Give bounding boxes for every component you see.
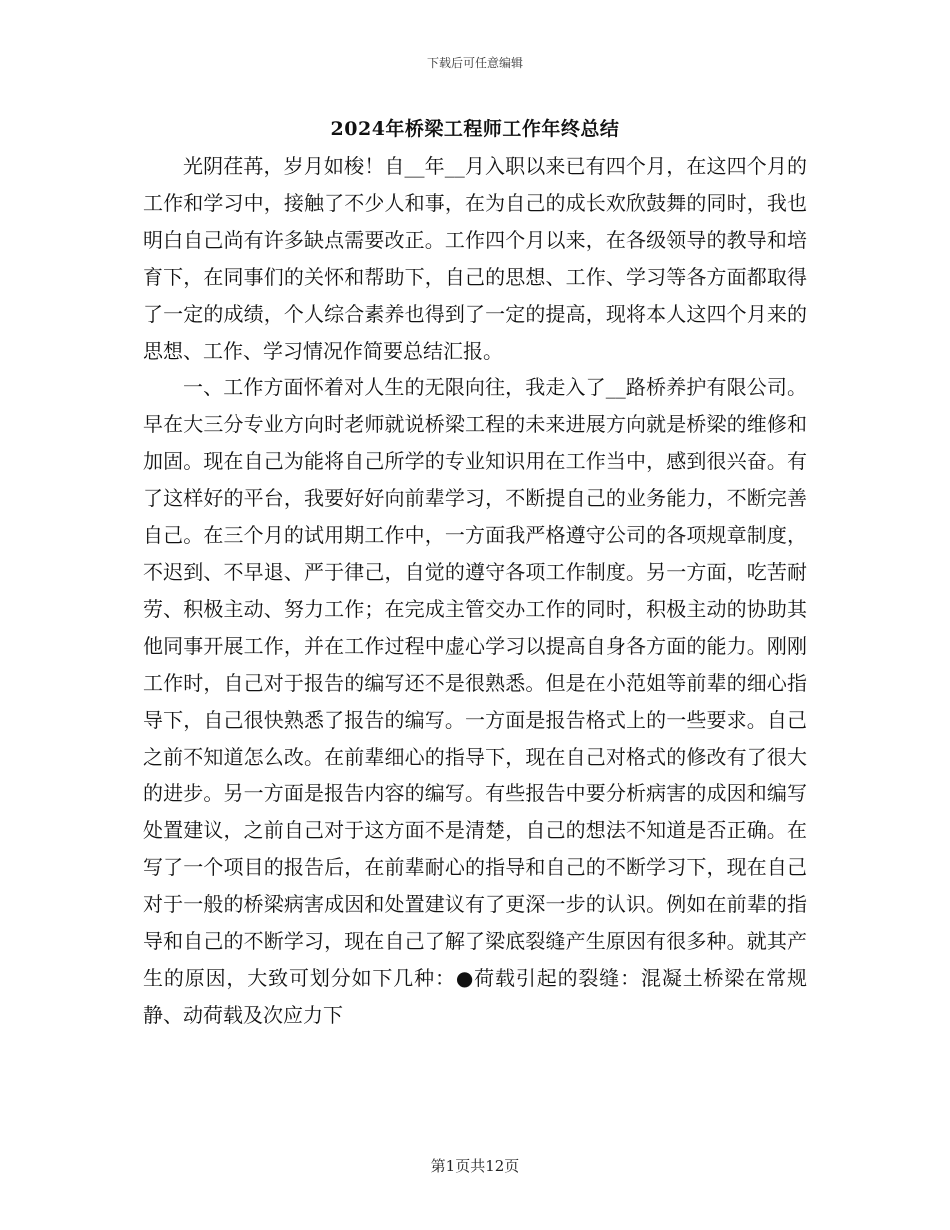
document-body xyxy=(143,148,807,1034)
paragraph-intro: 光阴荏苒，岁月如梭！自__年__月入职以来已有四个月，在这四个月的工作和学习中，接触了不少人和事，在为自己的成长欢欣鼓舞的同时，我也明白自己尚有许多缺点需要改正。工作四个月以来，在各级领导的教导和培育下，在同事们的关怀和帮助下，自己的思想、工作、学习等各方面都取得了一定的成绩，个人综合素养也得到了一定的提高，现将本人这四个月来的思想、工作、学习情况作简要总结汇报。 xyxy=(143,154,807,363)
paragraph-work: 一、工作方面怀着对人生的无限向往，我走入了__路桥养护有限公司。早在大三分专业方向时老师就说桥梁工程的未来进展方向就是桥梁的维修和加固。现在自己为能将自己所学的专业知识用在工作当中，感到很兴奋。有了这样好的平台，我要好好向前辈学习，不断提自己的业务能力，不断完善自己。在三个月的试用期工作中，一方面我严格遵守公司的各项规章制度，不迟到、不早退、严于律己，自觉的遵守各项工作制度。另一方面，吃苦耐劳、积极主动、努力工作；在完成主管交办工作的同时，积极主动的协助其他同事开展工作，并在工作过程中虚心学习以提高自身各方面的能力。刚刚工作时，自己对于报告的编写还不是很熟悉。但是在小范姐等前辈的细心指导下，自己很快熟悉了报告的编写。一方面是报告格式上的一些要求。自己之前不知道怎么改。在前辈细心的指导下，现在自己对格式的修改有了很大的进步。另一方面是报告内容的编写。有些报告中要分析病害的成因和编写处置建议，之前自己对于这方面不是清楚，自己的想法不知道是否正确。在写了一个项目的报告后，在前辈耐心的指导和自己的不断学习下，现在自己对于一般的桥梁病害成因和处置建议有了更深一步的认识。例如在前辈的指导和自己的不断学习，现在自己了解了梁底裂缝产生原因有很多种。就其产生的原因，大致可划分如下几种：●荷载引起的裂缝：混凝土桥梁在常规静、动荷载及次应力下 xyxy=(143,375,807,1027)
header-note: 下载后可任意编辑 xyxy=(426,56,523,70)
page-number: 第1页共12页 xyxy=(430,1157,520,1175)
document-title: 2024年桥梁工程师工作年终总结 xyxy=(330,118,620,140)
